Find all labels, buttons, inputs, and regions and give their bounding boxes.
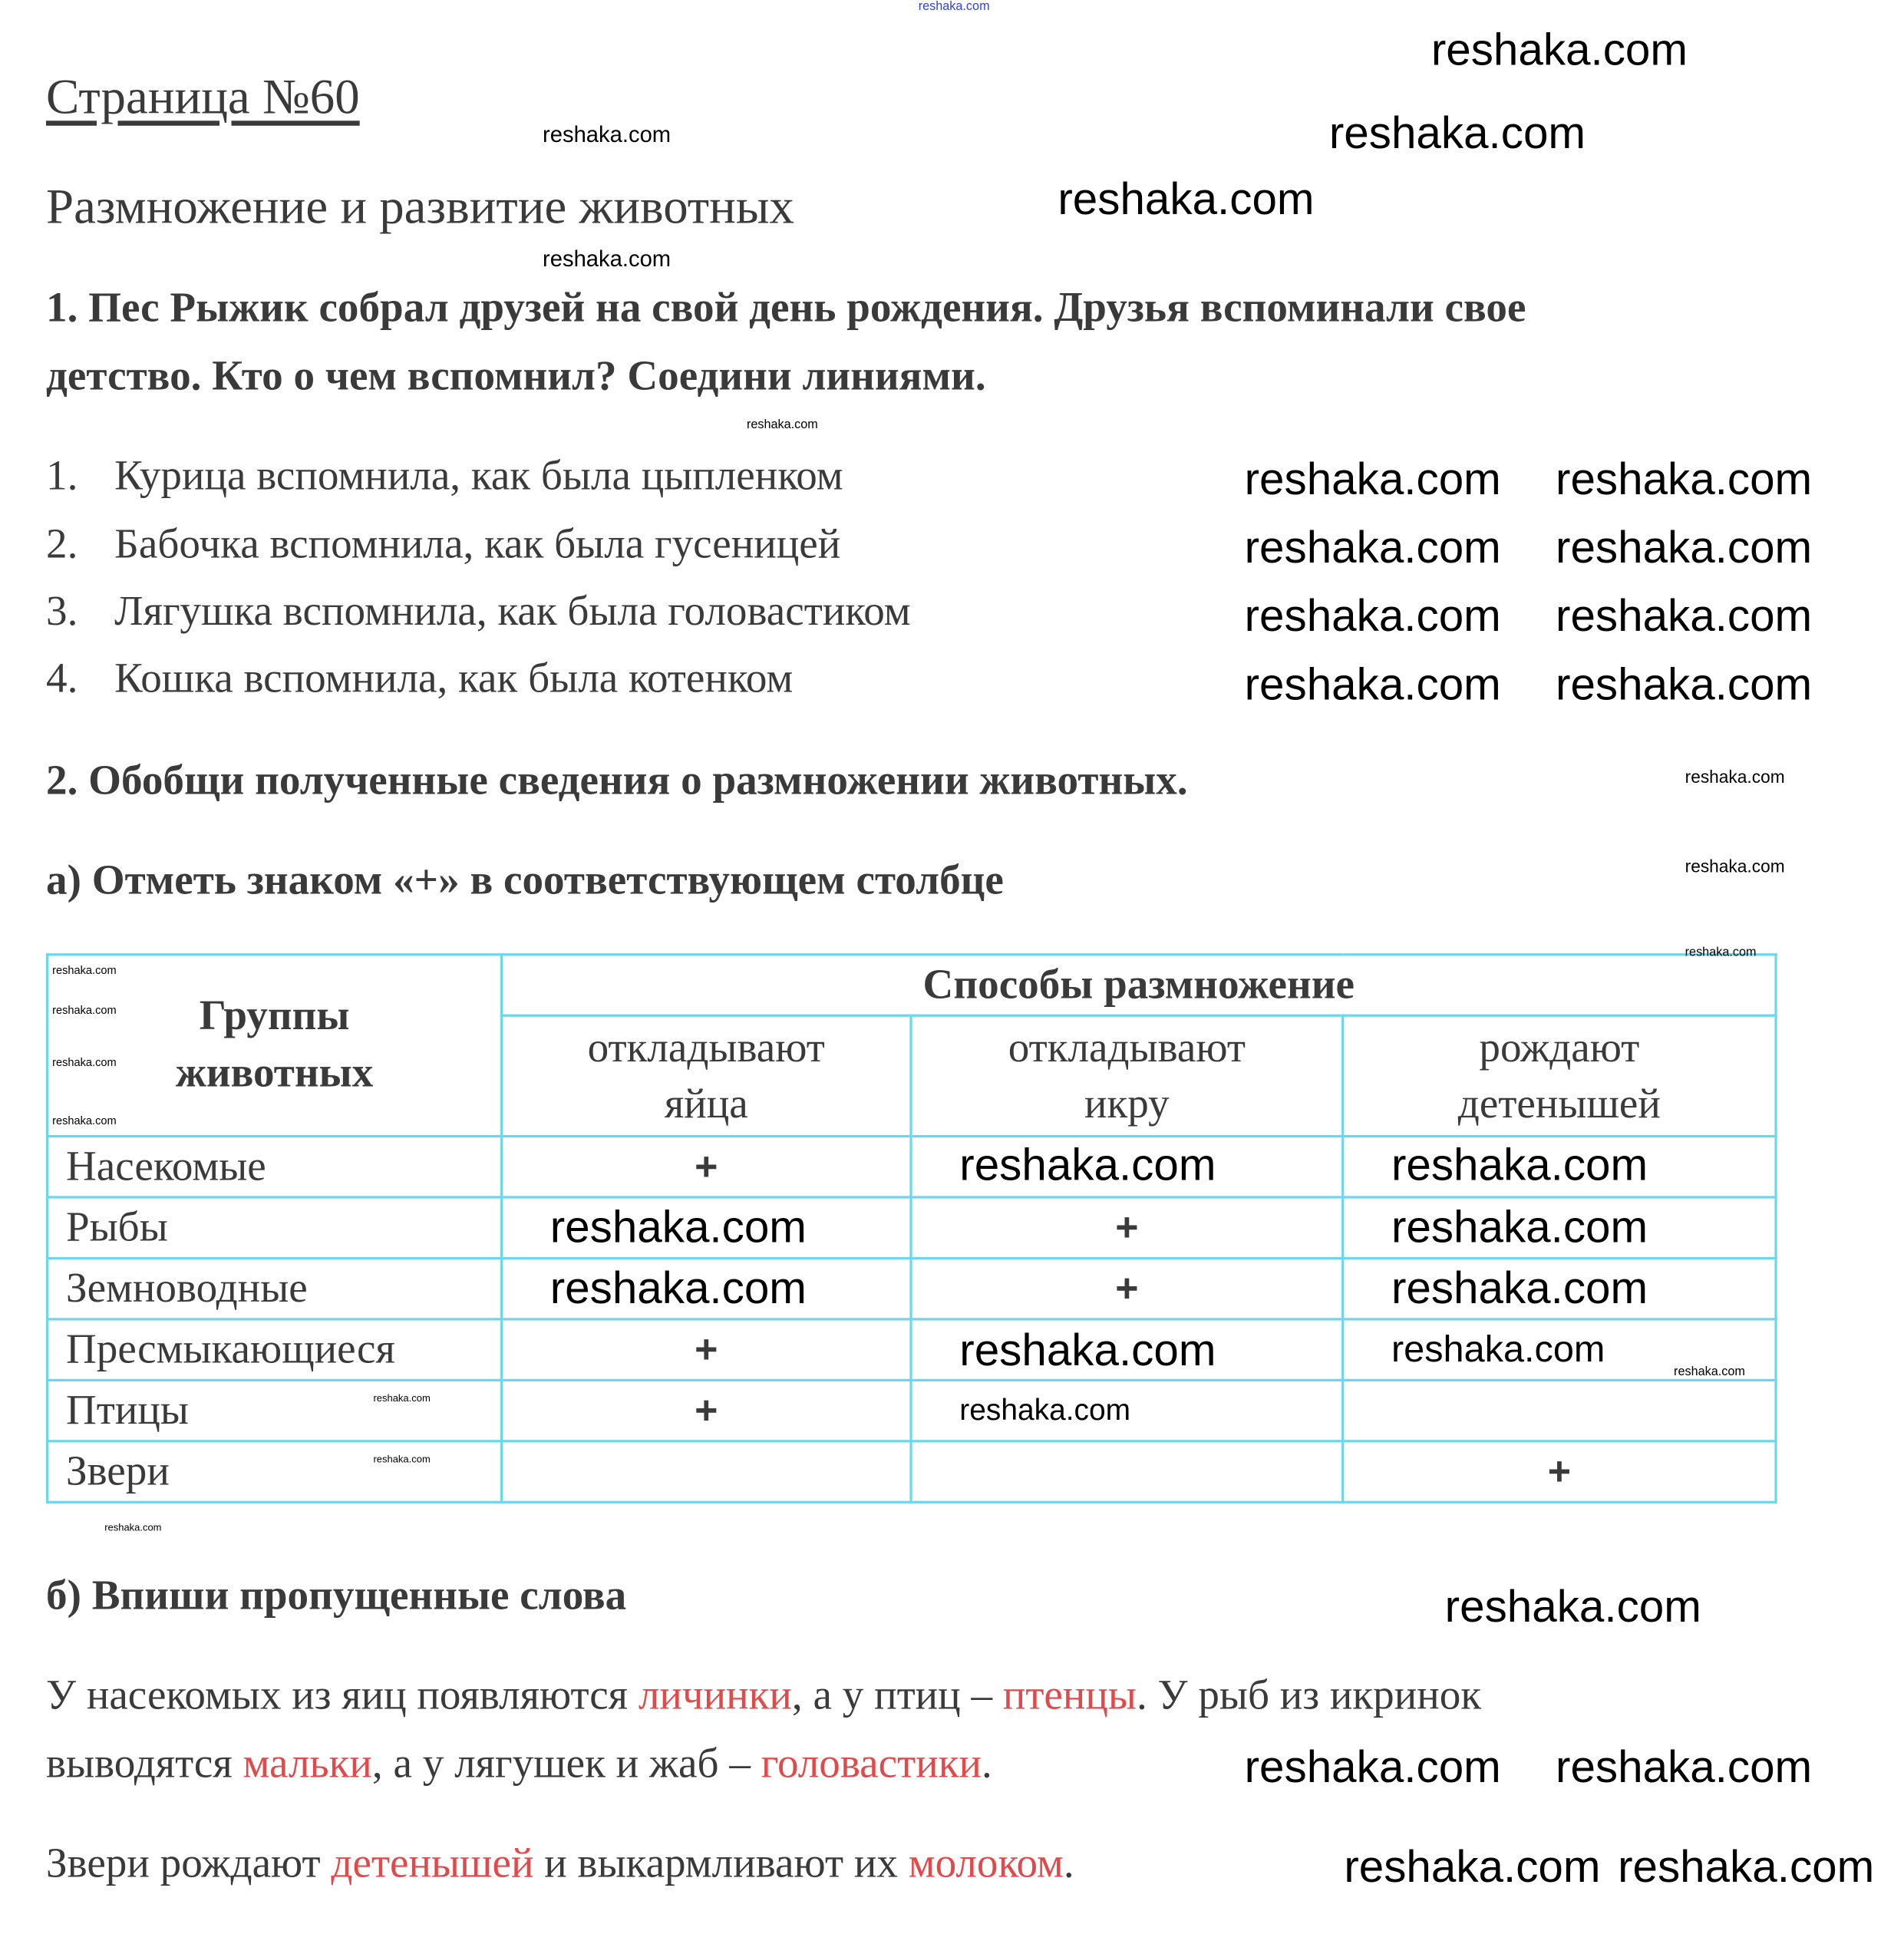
answer: молоком xyxy=(908,1840,1064,1887)
mark-cell: + xyxy=(911,1197,1343,1258)
watermark: reshaka.com xyxy=(1244,658,1501,710)
watermark: reshaka.com xyxy=(1556,521,1813,573)
watermark: reshaka.com xyxy=(1391,1328,1605,1371)
watermark: reshaka.com xyxy=(549,1262,807,1313)
list-item: 1. Курица вспомнила, как была цыпленком xyxy=(45,453,843,500)
watermark: reshaka.com xyxy=(1244,589,1501,642)
watermark: reshaka.com xyxy=(1344,1840,1601,1892)
list-item: 4. Кошка вспомнила, как была котенком xyxy=(45,655,794,702)
list-item: 3. Лягушка вспомнила, как была головастиком xyxy=(45,589,911,635)
group-name: Земноводные xyxy=(48,1258,502,1319)
mark-cell: + xyxy=(911,1258,1343,1319)
topic-heading: Размножение и развитие животных xyxy=(45,177,794,234)
watermark: reshaka.com xyxy=(373,1392,431,1404)
group-name: Звери xyxy=(48,1441,502,1502)
answer: детенышей xyxy=(331,1840,534,1887)
watermark: reshaka.com xyxy=(1058,173,1315,224)
watermark: reshaka.com xyxy=(959,1394,1131,1427)
paragraph-line: выводятся мальки, а у лягушек и жаб – головастики. xyxy=(45,1741,992,1787)
watermark: reshaka.com xyxy=(1244,453,1501,504)
watermark: reshaka.com xyxy=(1685,856,1785,876)
watermark: reshaka.com xyxy=(959,1324,1216,1375)
group-name: Птицы xyxy=(48,1380,502,1441)
mark-cell: + xyxy=(502,1380,912,1441)
watermark: reshaka.com xyxy=(1391,1138,1648,1190)
mark-cell xyxy=(911,1441,1343,1502)
page-title: Страница №60 xyxy=(45,68,360,125)
watermark: reshaka.com xyxy=(1556,453,1813,504)
watermark: reshaka.com xyxy=(1391,1200,1648,1253)
watermark: reshaka.com xyxy=(1674,1365,1745,1379)
watermark: reshaka.com xyxy=(1391,1262,1648,1313)
group-name: Пресмыкающиеся xyxy=(48,1319,502,1380)
watermark: reshaka.com xyxy=(1328,107,1586,158)
task2-title: 2. Обобщи полученные сведения о размножении животных. xyxy=(45,757,1188,804)
watermark: reshaka.com xyxy=(549,1200,807,1253)
table-row xyxy=(48,1380,1776,1441)
watermark: reshaka.com xyxy=(104,1522,162,1533)
group-name: Насекомые xyxy=(48,1137,502,1197)
watermark: reshaka.com xyxy=(1556,589,1813,642)
watermark: reshaka.com xyxy=(373,1454,431,1465)
watermark: reshaka.com xyxy=(746,418,818,432)
task2-part-b: б) Впиши пропущенные слова xyxy=(45,1573,627,1619)
column-header: откладывают яйца xyxy=(502,1015,912,1136)
answer: птенцы xyxy=(1002,1672,1137,1719)
group-name: Рыбы xyxy=(48,1197,502,1258)
task1-line1: 1. Пес Рыжик собрал друзей на свой день рождения. Друзья вспоминали свое xyxy=(45,285,1526,332)
column-header: откладывают икру xyxy=(911,1015,1343,1136)
watermark: reshaka.com xyxy=(1618,1840,1875,1892)
paragraph-line: У насекомых из яиц появляются личинки, а у птиц – птенцы. У рыб из икринок xyxy=(45,1672,1482,1719)
watermark: reshaka.com xyxy=(52,1055,117,1069)
watermark: reshaka.com xyxy=(52,1003,117,1017)
answer: мальки xyxy=(243,1741,372,1787)
group-header: Группы животных xyxy=(48,955,502,1137)
mark-cell: + xyxy=(1343,1441,1776,1502)
watermark: reshaka.com xyxy=(1244,1741,1501,1793)
watermark: reshaka.com xyxy=(543,121,672,147)
watermark: reshaka.com xyxy=(1685,766,1785,787)
watermark: reshaka.com xyxy=(52,1114,117,1127)
answer: головастики xyxy=(761,1741,982,1787)
watermark: reshaka.com xyxy=(1685,946,1757,960)
mark-cell xyxy=(502,1441,912,1502)
answer: личинки xyxy=(638,1672,792,1719)
methods-header: Способы размножение xyxy=(502,955,1777,1015)
paragraph-line: Звери рождают детенышей и выкармливают их молоком. xyxy=(45,1840,1074,1887)
watermark: reshaka.com xyxy=(1444,1580,1701,1632)
task1-line2: детство. Кто о чем вспомнил? Соедини линиями. xyxy=(45,353,986,400)
column-header: рождают детенышей xyxy=(1343,1015,1776,1136)
watermark: reshaka.com xyxy=(1556,658,1813,710)
task2-part-a: а) Отметь знаком «+» в соответствующем столбце xyxy=(45,857,1004,904)
watermark: reshaka.com xyxy=(52,963,117,977)
list-item: 2. Бабочка вспомнила, как была гусеницей xyxy=(45,521,841,568)
watermark: reshaka.com xyxy=(543,246,672,272)
watermark: reshaka.com xyxy=(1556,1741,1813,1793)
watermark: reshaka.com xyxy=(918,0,990,14)
watermark: reshaka.com xyxy=(1244,521,1501,573)
table-row xyxy=(48,1441,1776,1502)
watermark: reshaka.com xyxy=(959,1138,1216,1190)
mark-cell: + xyxy=(502,1319,912,1380)
mark-cell xyxy=(1343,1380,1776,1441)
watermark: reshaka.com xyxy=(1430,23,1688,75)
mark-cell: + xyxy=(502,1137,912,1197)
